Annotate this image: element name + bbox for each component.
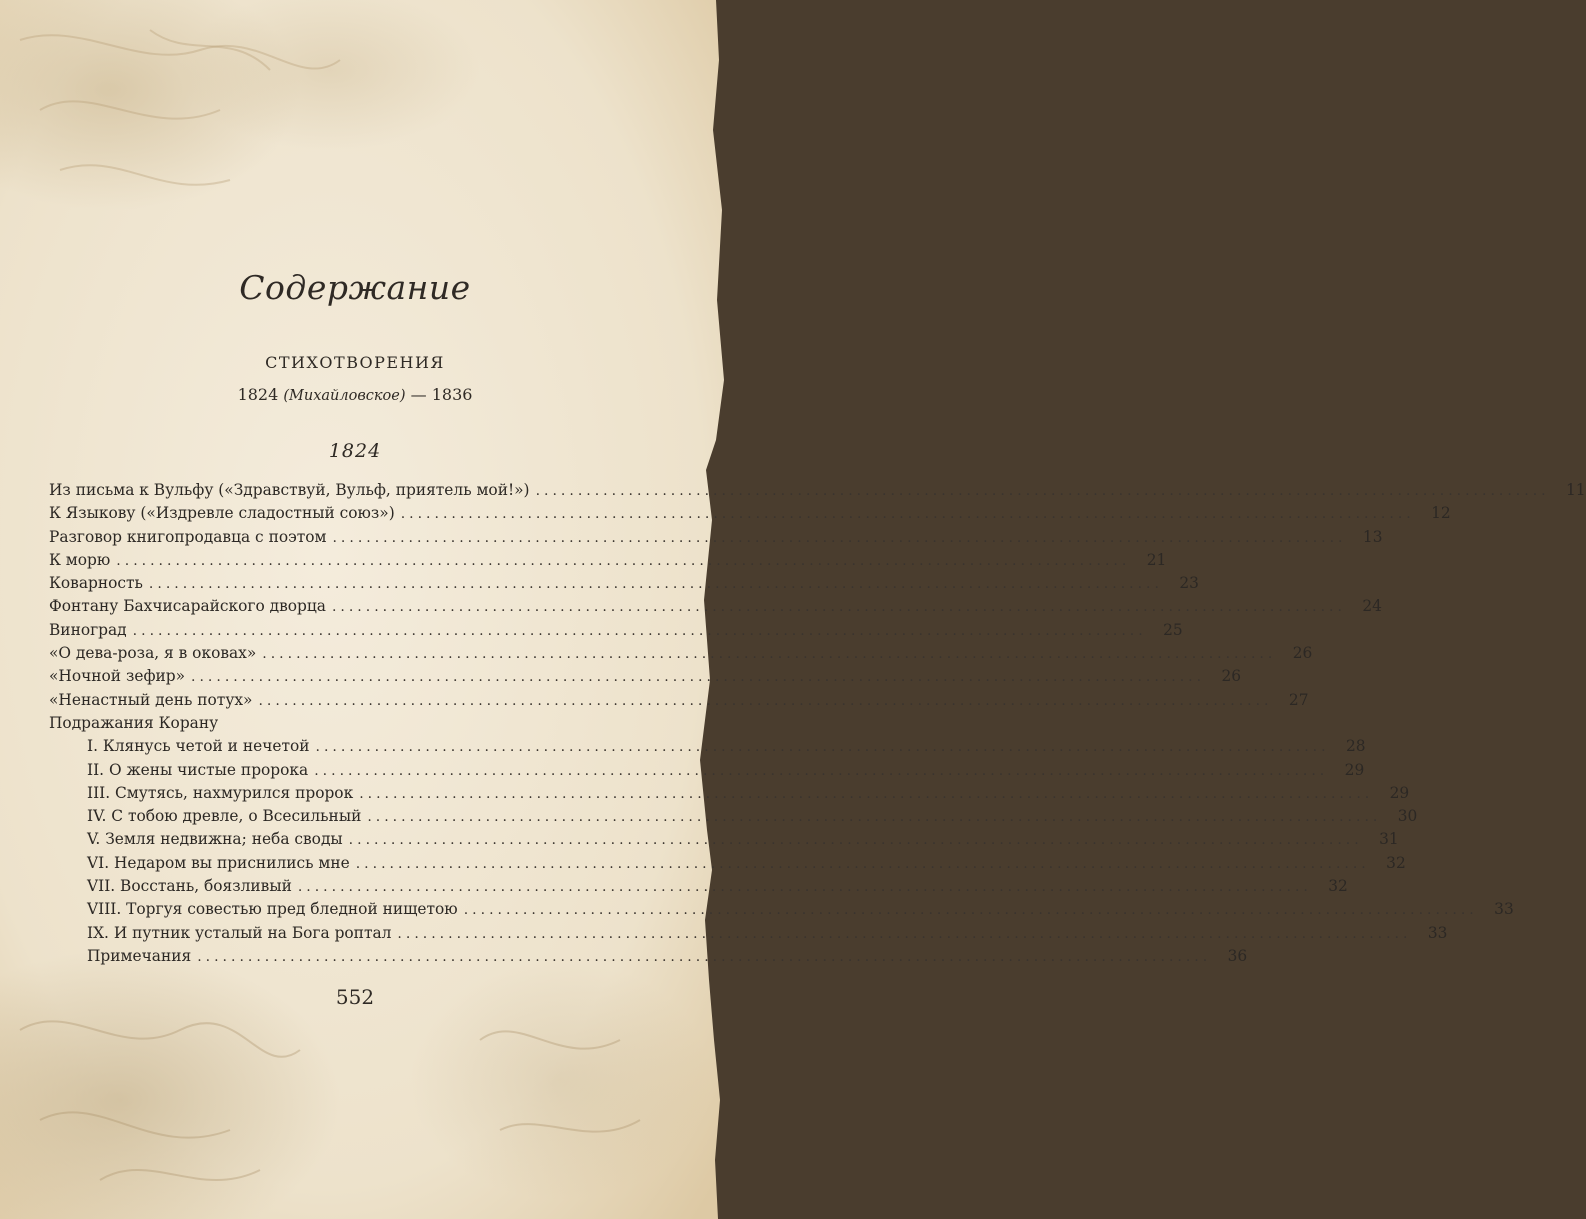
toc-leader-dots: ........................................................................................................................ [191,669,1206,686]
toc-entry-page: 23 [1179,574,1199,593]
toc-entry-title: III. Смутясь, нахмурился пророк [87,783,354,802]
toc-entry-page: 33 [1494,900,1514,919]
toc-leader-dots: ........................................................................................................................ [314,762,1329,779]
toc-entry-title: «Ночной зефир» [49,667,186,686]
toc-entry-title: Фонтану Бахчисарайского дворца [49,597,326,616]
toc-entry[interactable] [49,642,1313,665]
toc-entry-page: 32 [1328,877,1348,896]
table-of-contents [49,479,1586,968]
toc-entry-title: Разговор книгопродавца с поэтом [49,527,327,546]
toc-entry-title: Подражания Корану [49,713,219,732]
toc-entry[interactable] [49,852,1406,875]
toc-entry[interactable] [49,665,1242,688]
period-dash: — [410,385,427,404]
toc-leader-dots: ........................................................................................................................ [359,785,1374,802]
period-start: 1824 [237,385,279,404]
toc-entry-title: VI. Недаром вы приснились мне [87,853,350,872]
toc-entry-page: 36 [1227,946,1248,965]
toc-entry-page: 26 [1292,644,1313,663]
toc-entry-page: 12 [1431,504,1451,523]
section-title: СТИХОТВОРЕНИЯ [265,353,445,372]
toc-leader-dots: ........................................................................................................................ [116,552,1131,569]
toc-entry-title: Виноград [49,620,127,639]
toc-entry[interactable] [49,805,1418,828]
toc-entry[interactable] [49,735,1366,758]
toc-entry[interactable] [49,479,1586,502]
toc-leader-dots: ........................................................................................................................ [355,855,1370,872]
toc-entry-title: «О дева-роза, я в оковах» [49,644,257,663]
toc-entry-page: 13 [1362,527,1383,546]
toc-entry[interactable] [49,689,1309,712]
toc-entry-page: 21 [1146,550,1167,569]
toc-entry-title: I. Клянусь четой и нечетой [87,737,310,756]
toc-entry-title: IV. С тобою древле, о Всесильный [87,807,362,826]
toc-entry[interactable] [49,922,1448,945]
toc-entry-title: VII. Восстань, боязливый [87,877,292,896]
toc-leader-dots: ........................................................................................................................ [463,902,1478,919]
toc-entry-title: Примечания [87,946,192,965]
toc-entry-page: 32 [1386,853,1406,872]
toc-entry-page: 24 [1362,597,1382,616]
year-heading: 1824 [328,440,382,462]
toc-entry-page: 28 [1345,737,1366,756]
toc-entry[interactable] [49,549,1167,572]
toc-leader-dots: ........................................................................................................................ [262,646,1277,663]
toc-entry-page: 29 [1389,783,1410,802]
toc-entry[interactable] [49,712,655,735]
toc-entry[interactable] [49,502,1451,525]
toc-entry[interactable] [49,572,1199,595]
toc-entry-title: VIII. Торгуя совестью пред бледной нищетою [87,900,458,919]
toc-entry-page: 25 [1163,620,1183,639]
toc-leader-dots: ........................................................................................................................ [315,739,1330,756]
toc-entry-page: 26 [1221,667,1242,686]
toc-leader-dots: ........................................................................................................................ [148,576,1163,593]
toc-entry[interactable] [49,898,1514,921]
toc-entry-title: К Языкову («Издревле сладостный союз») [49,504,395,523]
toc-entry-page: 29 [1344,760,1365,779]
toc-entry-title: IX. И путник усталый на Бога роптал [87,923,392,942]
page-title: Содержание [239,268,471,307]
toc-leader-dots: ........................................................................................................................ [332,529,1347,546]
toc-entry-page: 11 [1566,481,1586,499]
period-place: (Михайловское) [283,388,406,404]
toc-entry[interactable] [49,875,1348,898]
toc-entry-title: Коварность [49,574,143,593]
toc-entry[interactable] [49,595,1382,618]
page-number: 552 [335,985,375,1009]
toc-leader-dots: ........................................................................................................................ [397,925,1412,942]
toc-entry-title: Из письма к Вульфу («Здравствуй, Вульф, приятель мой!») [49,481,530,499]
toc-entry[interactable] [49,828,1399,851]
toc-leader-dots: ........................................................................................................................ [197,948,1212,965]
toc-leader-dots: ........................................................................................................................ [331,599,1346,616]
toc-leader-dots: ........................................................................................................................ [258,692,1273,709]
toc-entry-page: 31 [1379,830,1399,849]
toc-entry-title: К морю [49,550,111,569]
toc-leader-dots: ........................................................................................................................ [132,622,1147,639]
toc-leader-dots: ........................................................................................................................ [400,506,1415,523]
toc-leader-dots: ........................................................................................................................ [535,483,1550,499]
toc-entry-title: V. Земля недвижна; неба своды [87,830,343,849]
toc-leader-dots: ........................................................................................................................ [367,809,1382,826]
toc-entry[interactable] [49,526,1383,549]
toc-entry[interactable] [49,945,1248,968]
toc-entry-title: II. О жены чистые пророка [87,760,309,779]
toc-entry-title: «Ненастный день потух» [49,690,253,709]
toc-leader-dots: ........................................................................................................................ [348,832,1363,849]
toc-leader-dots: ........................................................................................................................ [297,879,1312,896]
period-end: 1836 [431,385,473,404]
toc-entry[interactable] [49,759,1365,782]
toc-entry-page: 27 [1288,690,1309,709]
toc-entry-page: 33 [1427,923,1448,942]
toc-entry[interactable] [49,619,1183,642]
toc-entry-page: 30 [1397,807,1418,826]
section-period [0,385,710,404]
toc-entry[interactable] [49,782,1410,805]
